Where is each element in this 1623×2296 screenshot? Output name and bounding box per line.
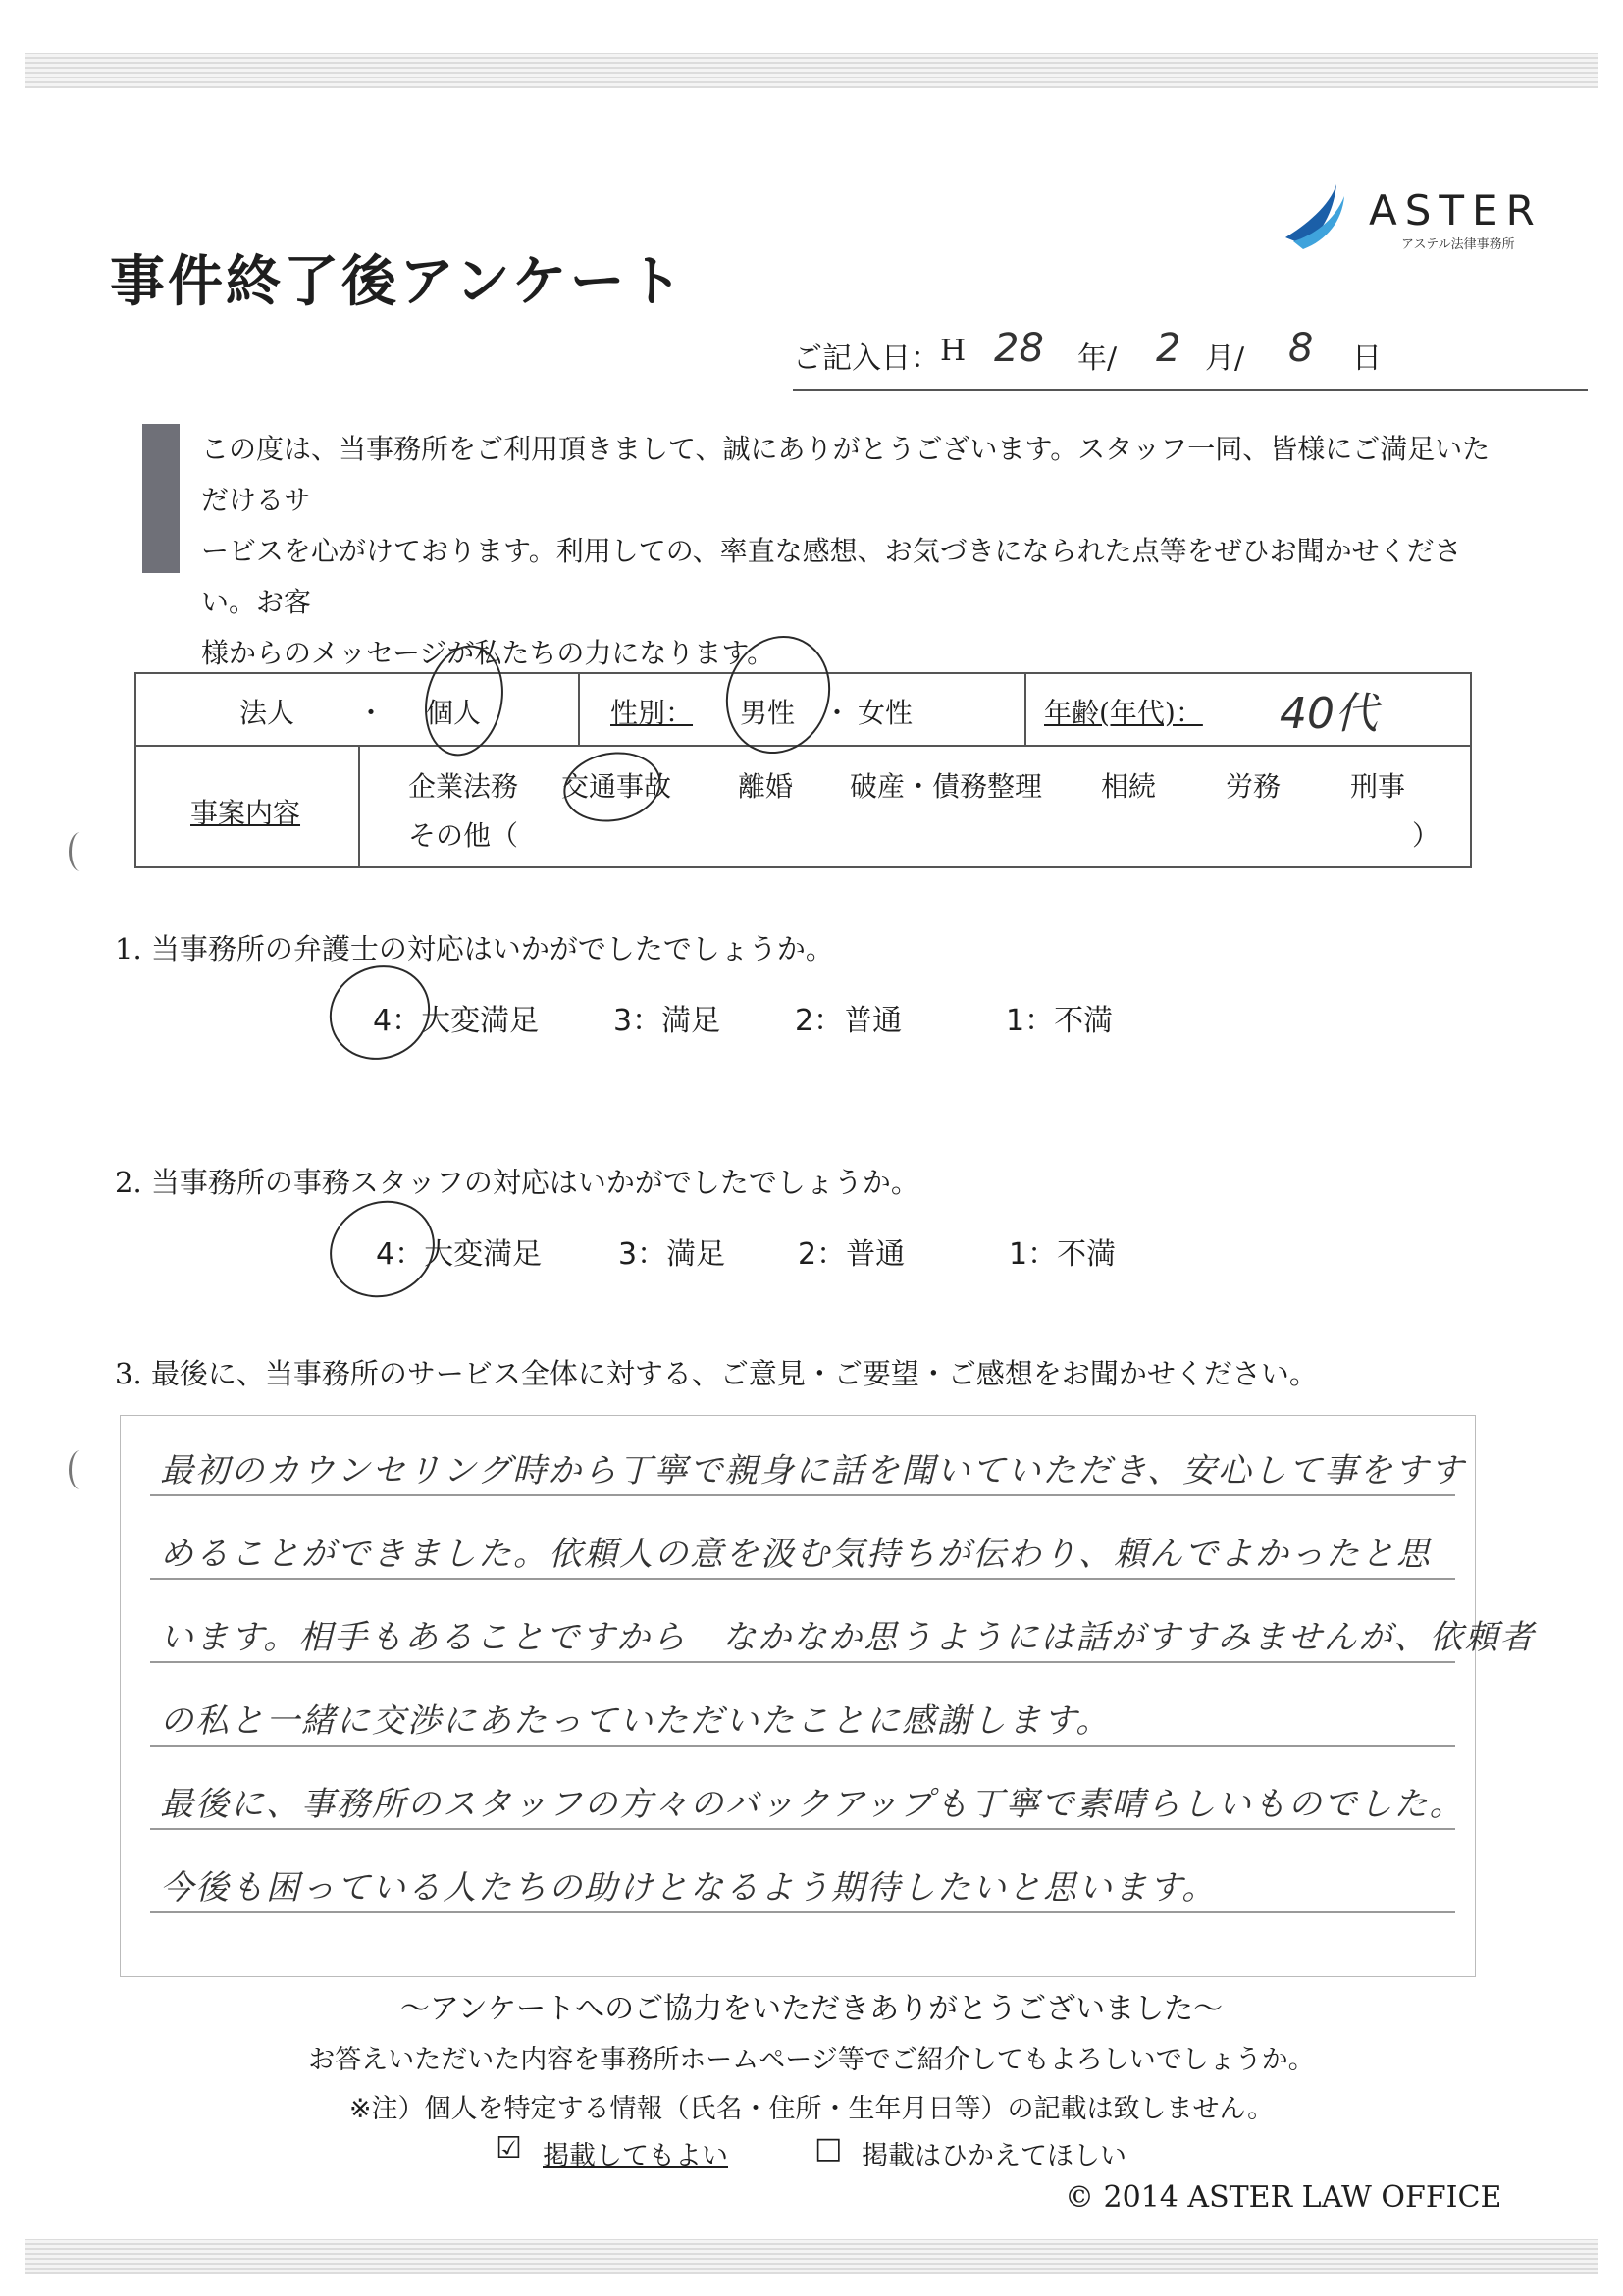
age-label: 年齢(年代)： (1044, 697, 1203, 729)
ruled-line (150, 1911, 1455, 1913)
table-divider (358, 745, 360, 866)
case-type: 破産・債務整理 (850, 770, 1043, 803)
dot-separator: ・ (823, 697, 852, 729)
other-label: その他（ (408, 819, 519, 852)
q1-option-3: 3：満足 (613, 1004, 721, 1038)
thanks-message: ～アンケートへのご協力をいただきありがとうございました～ (399, 1992, 1224, 2026)
comment-line-text: 今後も困っている人たちの助けとなるよう期待したいと思います。 (160, 1868, 1218, 1907)
intro-accent-bar (142, 424, 180, 573)
date-day: 8 (1288, 326, 1314, 371)
dot-separator: ・ (357, 697, 386, 729)
q1-option-2: 2：普通 (795, 1004, 903, 1038)
info-table (134, 672, 1472, 868)
gender-label: 性別： (610, 697, 694, 729)
comment-line-text: います。相手もあることですから なかなか思うようには話がすすみませんが、依頼者 (160, 1618, 1536, 1657)
case-type: 交通事故 (561, 770, 672, 803)
ruled-line (150, 1578, 1455, 1580)
top-border-stripe (25, 53, 1598, 88)
q1-question: 1. 当事務所の弁護士の対応はいかがでしたでしょうか。 (115, 932, 834, 965)
intro-text (201, 424, 1506, 679)
case-type: 相続 (1101, 770, 1157, 803)
female-label: 女性 (858, 697, 914, 729)
q3-question: 3. 最後に、当事務所のサービス全体に対する、ご意見・ご要望・ご感想をお聞かせください。 (115, 1357, 1318, 1390)
consent-yes-checkbox[interactable]: ☑ (496, 2131, 522, 2166)
q2-selected-circle (314, 1183, 450, 1314)
bottom-border-stripe (25, 2239, 1598, 2274)
q2-option-1: 1：不満 (1009, 1237, 1117, 1272)
table-divider (1024, 674, 1026, 745)
logo-subtitle: アステル法律事務所 (1401, 237, 1515, 252)
other-close: ） (1412, 819, 1440, 852)
table-divider (136, 745, 1470, 747)
punch-hole-mark (69, 1450, 91, 1489)
date-row (793, 324, 1588, 391)
consent-question: お答えいただいた内容を事務所ホームページ等でご紹介してもよろしいでしょうか。 (308, 2045, 1315, 2075)
date-year: 28 (994, 326, 1044, 371)
date-day-unit: 日 (1352, 341, 1382, 376)
ruled-line (150, 1661, 1455, 1663)
page-title: 事件終了後アンケート (110, 250, 686, 314)
consent-yes-label: 掲載してもよい (543, 2141, 728, 2171)
q2-options (0, 1229, 1623, 1278)
logo-name: ASTER (1369, 186, 1543, 235)
intro-line: ービスを心がけております。利用しての、率直な感想、お気づきになられた点等をぜひお聞かせください。お客 (201, 535, 1462, 618)
table-divider (578, 674, 580, 745)
comment-line-text: 最後に、事務所のスタッフの方々のバックアップも丁寧で素晴らしいものでした。 (160, 1785, 1465, 1824)
intro-line: 様からのメッセージが私たちの力になります。 (201, 637, 775, 669)
male-label: 男性 (740, 697, 796, 729)
q1-selected-circle (314, 949, 445, 1075)
date-year-unit: 年/ (1077, 341, 1118, 376)
punch-hole-mark (69, 832, 91, 871)
date-month: 2 (1156, 326, 1181, 371)
consent-no-checkbox[interactable]: □ (814, 2131, 843, 2166)
case-type: 刑事 (1350, 770, 1406, 803)
q2-option-3: 3：満足 (618, 1237, 726, 1272)
comment-line-text: めることができました。依頼人の意を汲む気持ちが伝わり、頼んでよかったと思 (160, 1535, 1432, 1574)
date-label: ご記入日： (793, 341, 940, 376)
age-value: 40代 (1280, 689, 1378, 739)
comment-line-text: の私と一緒に交渉にあたっていただいたことに感謝します。 (160, 1701, 1112, 1741)
person-label: 個人 (426, 697, 482, 729)
case-type: 離婚 (738, 770, 794, 803)
q1-option-1: 1：不満 (1006, 1004, 1114, 1038)
date-era: H (940, 334, 967, 368)
q2-option-4: 4：大変満足 (376, 1237, 543, 1272)
case-label: 事案内容 (190, 797, 301, 829)
copyright: © 2014 ASTER LAW OFFICE (1065, 2180, 1502, 2215)
comment-box (120, 1415, 1536, 1977)
q2-option-2: 2：普通 (798, 1237, 906, 1272)
q1-option-4: 4：大変満足 (373, 1004, 540, 1038)
ruled-line (150, 1828, 1455, 1830)
q1-options (0, 996, 1623, 1045)
comment-line-text: 最初のカウンセリング時から丁寧で親身に話を聞いていただき、安心して事をすす (160, 1451, 1466, 1490)
intro-line: この度は、当事務所をご利用頂きまして、誠にありがとうございます。スタッフ一同、皆様にご満足いただけるサ (201, 433, 1491, 516)
ruled-line (150, 1745, 1455, 1747)
privacy-note: ※注）個人を特定する情報（氏名・住所・生年月日等）の記載は致しません。 (348, 2094, 1275, 2124)
case-type: 労務 (1226, 770, 1282, 803)
case-type: 企業法務 (408, 770, 519, 803)
aster-logo-icon (1276, 177, 1354, 255)
consent-no-label: 掲載はひかえてほしい (862, 2141, 1126, 2171)
ruled-line (150, 1494, 1455, 1496)
corp-label: 法人 (239, 697, 295, 729)
q2-question: 2. 当事務所の事務スタッフの対応はいかがでしたでしょうか。 (115, 1166, 919, 1199)
date-month-unit: 月/ (1205, 341, 1245, 376)
traffic-selected-circle (558, 745, 667, 829)
